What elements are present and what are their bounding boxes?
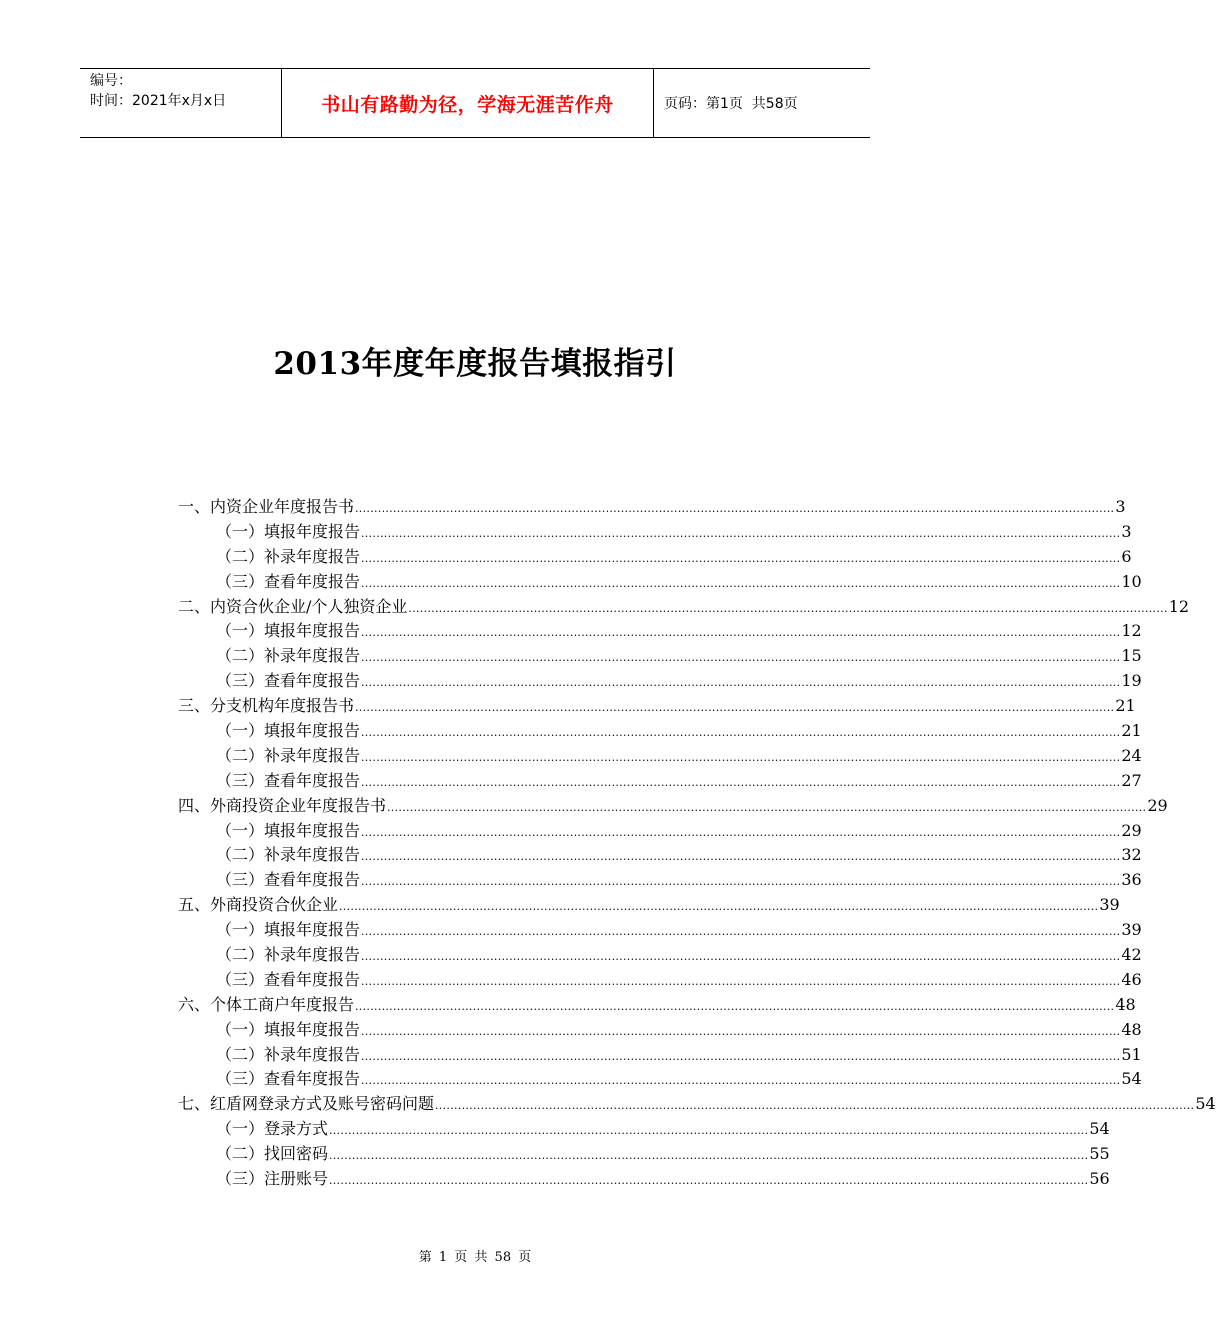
toc-entry-page: 55 (1089, 1144, 1110, 1164)
toc-entry[interactable] (178, 893, 1120, 918)
toc-entry-page: 3 (1121, 521, 1132, 541)
toc-entry-page: 6 (1121, 546, 1132, 566)
toc-entry[interactable] (178, 669, 1142, 694)
toc-leader-dots: ........................................................................................................................................................................................................ (329, 1149, 1089, 1163)
toc-entry-page: 12 (1121, 621, 1142, 641)
toc-leader-dots: ........................................................................................................................................................................................................ (361, 626, 1121, 640)
toc-entry-page: 46 (1121, 969, 1142, 989)
toc-leader-dots: ........................................................................................................................................................................................................ (339, 900, 1099, 914)
toc-entry[interactable] (178, 868, 1142, 893)
toc-entry-label: （三）查看年度报告 (216, 870, 361, 890)
toc-leader-dots: ........................................................................................................................................................................................................ (361, 850, 1121, 864)
toc-entry[interactable] (178, 595, 1190, 620)
toc-entry[interactable] (178, 694, 1136, 719)
toc-leader-dots: ........................................................................................................................................................................................................ (361, 750, 1121, 764)
toc-entry-label: （一）填报年度报告 (216, 820, 361, 840)
toc-entry-label: （二）补录年度报告 (216, 845, 361, 865)
toc-entry-page: 39 (1099, 895, 1120, 915)
toc-leader-dots: ........................................................................................................................................................................................................ (355, 502, 1115, 515)
toc-entry-label: （一）登录方式 (216, 1119, 329, 1139)
toc-entry-page: 54 (1089, 1119, 1110, 1139)
toc-entry[interactable] (178, 843, 1142, 868)
toc-entry-page: 32 (1121, 845, 1142, 865)
toc-entry[interactable] (178, 1167, 1110, 1192)
toc-leader-dots: ........................................................................................................................................................................................................ (361, 950, 1121, 964)
toc-entry-label: （二）找回密码 (216, 1144, 329, 1164)
toc-entry-label: （二）补录年度报告 (216, 745, 361, 765)
toc-entry[interactable] (178, 570, 1142, 595)
toc-entry-page: 21 (1115, 696, 1136, 716)
toc-entry[interactable] (178, 545, 1132, 570)
toc-leader-dots: ........................................................................................................................................................................................................ (361, 576, 1121, 590)
toc-entry[interactable] (178, 1092, 1216, 1117)
toc-leader-dots: ........................................................................................................................................................................................................ (435, 1099, 1195, 1113)
toc-leader-dots: ........................................................................................................................................................................................................ (361, 825, 1121, 839)
toc-entry-label: 三、分支机构年度报告书 (178, 696, 355, 716)
page-footer: 第 1 页 共 58 页 (418, 1250, 532, 1265)
toc-entry[interactable] (178, 968, 1142, 993)
toc-entry-page: 48 (1121, 1019, 1142, 1039)
toc-entry-page: 48 (1115, 994, 1136, 1014)
toc-entry-page: 3 (1115, 497, 1126, 516)
toc-entry[interactable] (178, 943, 1142, 968)
toc-entry-label: 四、外商投资企业年度报告书 (178, 795, 387, 815)
toc-entry-page: 42 (1121, 945, 1142, 965)
toc-leader-dots: ........................................................................................................................................................................................................ (361, 726, 1121, 740)
toc-entry[interactable] (178, 819, 1142, 844)
toc-entry[interactable] (178, 769, 1142, 794)
toc-entry-page: 12 (1168, 596, 1190, 616)
toc-leader-dots: ........................................................................................................................................................................................................ (361, 551, 1121, 565)
toc-entry-label: （一）填报年度报告 (216, 621, 361, 641)
header-page-info (654, 69, 870, 137)
toc-entry-page: 19 (1121, 671, 1142, 691)
header-motto: 书山有路勤为径，学海无涯苦作舟 (282, 69, 654, 137)
toc-entry[interactable] (178, 744, 1142, 769)
toc-entry-page: 24 (1121, 745, 1142, 765)
toc-entry-page: 54 (1195, 1094, 1216, 1114)
toc-entry-page: 29 (1147, 795, 1168, 815)
toc-entry-page: 10 (1121, 571, 1142, 591)
toc-entry[interactable] (178, 1043, 1142, 1068)
toc-entry[interactable] (178, 794, 1168, 819)
toc-leader-dots: ........................................................................................................................................................................................................ (361, 974, 1121, 988)
toc-entry-label: 七、红盾网登录方式及账号密码问题 (178, 1094, 435, 1114)
toc-entry[interactable] (178, 1117, 1110, 1142)
toc-leader-dots: ........................................................................................................................................................................................................ (361, 651, 1121, 665)
toc-entry-page: 29 (1121, 820, 1142, 840)
page-info-text: 页码：第1页 共58页 (664, 96, 798, 112)
toc-entry[interactable] (178, 619, 1142, 644)
toc-entry-label: （三）查看年度报告 (216, 969, 361, 989)
toc-entry-label: （二）补录年度报告 (216, 945, 361, 965)
toc-leader-dots: ........................................................................................................................................................................................................ (387, 800, 1147, 814)
toc-entry-label: （三）查看年度报告 (216, 770, 361, 790)
toc-entry-label: （一）填报年度报告 (216, 920, 361, 940)
toc-entry[interactable] (178, 644, 1142, 669)
toc-entry-page: 54 (1121, 1069, 1142, 1089)
toc-entry-page: 27 (1121, 770, 1142, 790)
toc-leader-dots: ........................................................................................................................................................................................................ (361, 676, 1121, 690)
toc-entry[interactable] (178, 520, 1132, 545)
toc-leader-dots: ........................................................................................................................................................................................................ (361, 526, 1121, 540)
toc-entry-label: （一）填报年度报告 (216, 721, 361, 741)
toc-entry[interactable] (178, 918, 1142, 943)
toc-leader-dots: ........................................................................................................................................................................................................ (329, 1124, 1089, 1138)
page-header (80, 68, 870, 138)
toc-leader-dots: ........................................................................................................................................................................................................ (361, 1049, 1121, 1063)
toc-leader-dots: ........................................................................................................................................................................................................ (361, 775, 1121, 789)
toc-entry-page: 15 (1121, 646, 1142, 666)
toc-leader-dots: ........................................................................................................................................................................................................ (361, 925, 1121, 939)
number-label: 编号： (90, 73, 132, 89)
toc-entry-label: （三）查看年度报告 (216, 571, 361, 591)
toc-entry[interactable] (178, 1018, 1142, 1043)
time-label: 时间：2021年x月x日 (90, 93, 227, 109)
toc-entry-page: 56 (1089, 1169, 1110, 1189)
toc-entry-label: 二、内资合伙企业/个人独资企业 (178, 596, 408, 616)
toc-entry[interactable] (178, 495, 1126, 520)
toc-leader-dots: ........................................................................................................................................................................................................ (361, 1024, 1121, 1038)
toc-entry-label: （二）补录年度报告 (216, 646, 361, 666)
toc-entry[interactable] (178, 1067, 1142, 1092)
toc-entry-label: 五、外商投资合伙企业 (178, 895, 339, 915)
toc-leader-dots: ........................................................................................................................................................................................................ (408, 601, 1168, 615)
toc-entry-label: （三）注册账号 (216, 1169, 329, 1189)
toc-leader-dots: ........................................................................................................................................................................................................ (329, 1174, 1089, 1188)
toc-leader-dots: ........................................................................................................................................................................................................ (361, 1074, 1121, 1088)
toc-entry-label: （三）查看年度报告 (216, 671, 361, 691)
toc-leader-dots: ........................................................................................................................................................................................................ (355, 999, 1115, 1013)
table-of-contents (178, 495, 1216, 1192)
toc-entry-label: （二）补录年度报告 (216, 1044, 361, 1064)
document-title: 2013年度年度报告填报指引 (273, 346, 677, 382)
toc-entry[interactable] (178, 719, 1142, 744)
toc-entry-label: （一）填报年度报告 (216, 521, 361, 541)
toc-entry-label: 一、内资企业年度报告书 (178, 497, 355, 516)
toc-leader-dots: ........................................................................................................................................................................................................ (361, 875, 1121, 889)
toc-entry[interactable] (178, 993, 1136, 1018)
toc-entry-page: 36 (1121, 870, 1142, 890)
toc-entry-page: 21 (1121, 721, 1142, 741)
toc-leader-dots: ........................................................................................................................................................................................................ (355, 701, 1115, 715)
header-meta (80, 69, 282, 137)
toc-entry-page: 51 (1121, 1044, 1142, 1064)
toc-entry[interactable] (178, 1142, 1110, 1167)
toc-entry-label: （二）补录年度报告 (216, 546, 361, 566)
toc-entry-label: （一）填报年度报告 (216, 1019, 361, 1039)
toc-entry-label: （三）查看年度报告 (216, 1069, 361, 1089)
toc-entry-label: 六、个体工商户年度报告 (178, 994, 355, 1014)
toc-entry-page: 39 (1121, 920, 1142, 940)
